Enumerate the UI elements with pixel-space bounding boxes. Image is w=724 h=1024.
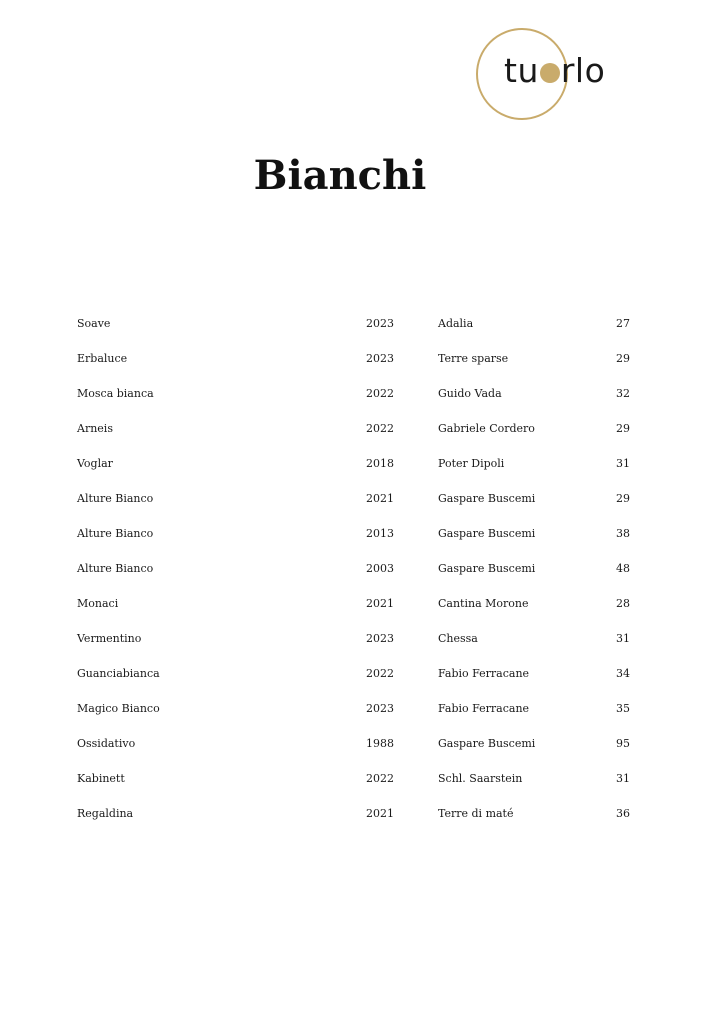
wine-row — [77, 596, 630, 631]
logo-text-after: rlo — [560, 51, 606, 90]
wine-year: 2022 — [366, 387, 394, 400]
wine-name: Erbaluce — [77, 352, 128, 365]
wine-price: 27 — [616, 317, 630, 330]
wine-row — [77, 631, 630, 666]
wine-row — [77, 771, 630, 806]
wine-row — [77, 386, 630, 421]
wine-name: Mosca bianca — [77, 387, 154, 400]
wine-price: 95 — [616, 737, 630, 750]
wine-year: 2022 — [366, 667, 394, 680]
wine-name: Arneis — [77, 422, 113, 435]
wine-producer: Poter Dipoli — [438, 457, 505, 470]
wine-name: Alture Bianco — [77, 492, 154, 505]
wine-price: 32 — [616, 387, 630, 400]
wine-year: 1988 — [366, 737, 394, 750]
wine-year: 2023 — [366, 317, 394, 330]
wine-year: 2023 — [366, 352, 394, 365]
wine-producer: Gaspare Buscemi — [438, 492, 536, 505]
wine-year: 2023 — [366, 702, 394, 715]
wine-producer: Cantina Morone — [438, 597, 529, 610]
wine-name: Alture Bianco — [77, 562, 154, 575]
wine-row — [77, 491, 630, 526]
wine-price: 38 — [616, 527, 630, 540]
wine-producer: Gaspare Buscemi — [438, 527, 536, 540]
wine-price: 29 — [616, 492, 630, 505]
wine-producer: Terre di maté — [438, 807, 514, 820]
wine-price: 31 — [616, 457, 630, 470]
wine-name: Guanciabianca — [77, 667, 160, 680]
wine-producer: Terre sparse — [438, 352, 509, 365]
logo-wordmark — [504, 51, 606, 90]
wine-year: 2021 — [366, 597, 394, 610]
wine-price: 28 — [616, 597, 630, 610]
wine-year: 2022 — [366, 772, 394, 785]
wine-producer: Gabriele Cordero — [438, 422, 535, 435]
wine-name: Vermentino — [77, 632, 142, 645]
wine-price: 36 — [616, 807, 630, 820]
wine-row — [77, 316, 630, 351]
logo-dot-icon — [540, 63, 560, 83]
wine-name: Soave — [77, 317, 111, 330]
wine-producer: Gaspare Buscemi — [438, 562, 536, 575]
wine-price: 31 — [616, 632, 630, 645]
wine-name: Monaci — [77, 597, 119, 610]
logo-text-before: tu — [504, 51, 539, 90]
wine-price: 29 — [616, 352, 630, 365]
wine-name: Kabinett — [77, 772, 125, 785]
wine-producer: Fabio Ferracane — [438, 667, 530, 680]
wine-producer: Gaspare Buscemi — [438, 737, 536, 750]
wine-list — [77, 316, 630, 841]
wine-row — [77, 421, 630, 456]
wine-year: 2013 — [366, 527, 394, 540]
wine-year: 2023 — [366, 632, 394, 645]
wine-row — [77, 561, 630, 596]
wine-year: 2003 — [366, 562, 394, 575]
wine-year: 2021 — [366, 807, 394, 820]
wine-price: 31 — [616, 772, 630, 785]
wine-price: 29 — [616, 422, 630, 435]
wine-row — [77, 526, 630, 561]
wine-name: Regaldina — [77, 807, 134, 820]
wine-name: Ossidativo — [77, 737, 136, 750]
wine-producer: Adalia — [438, 317, 474, 330]
wine-year: 2021 — [366, 492, 394, 505]
wine-year: 2022 — [366, 422, 394, 435]
wine-price: 35 — [616, 702, 630, 715]
wine-producer: Fabio Ferracane — [438, 702, 530, 715]
wine-producer: Chessa — [438, 632, 478, 645]
page-title: Bianchi — [253, 152, 427, 199]
wine-price: 48 — [616, 562, 630, 575]
wine-row — [77, 736, 630, 771]
wine-row — [77, 701, 630, 736]
wine-name: Magico Bianco — [77, 702, 160, 715]
wine-year: 2018 — [366, 457, 394, 470]
tuorlo-logo — [470, 26, 620, 126]
wine-row — [77, 666, 630, 701]
wine-price: 34 — [616, 667, 630, 680]
wine-row — [77, 806, 630, 841]
wine-row — [77, 456, 630, 491]
wine-row — [77, 351, 630, 386]
wine-name: Alture Bianco — [77, 527, 154, 540]
wine-producer: Schl. Saarstein — [438, 772, 523, 785]
wine-name: Voglar — [77, 457, 113, 470]
wine-producer: Guido Vada — [438, 387, 502, 400]
